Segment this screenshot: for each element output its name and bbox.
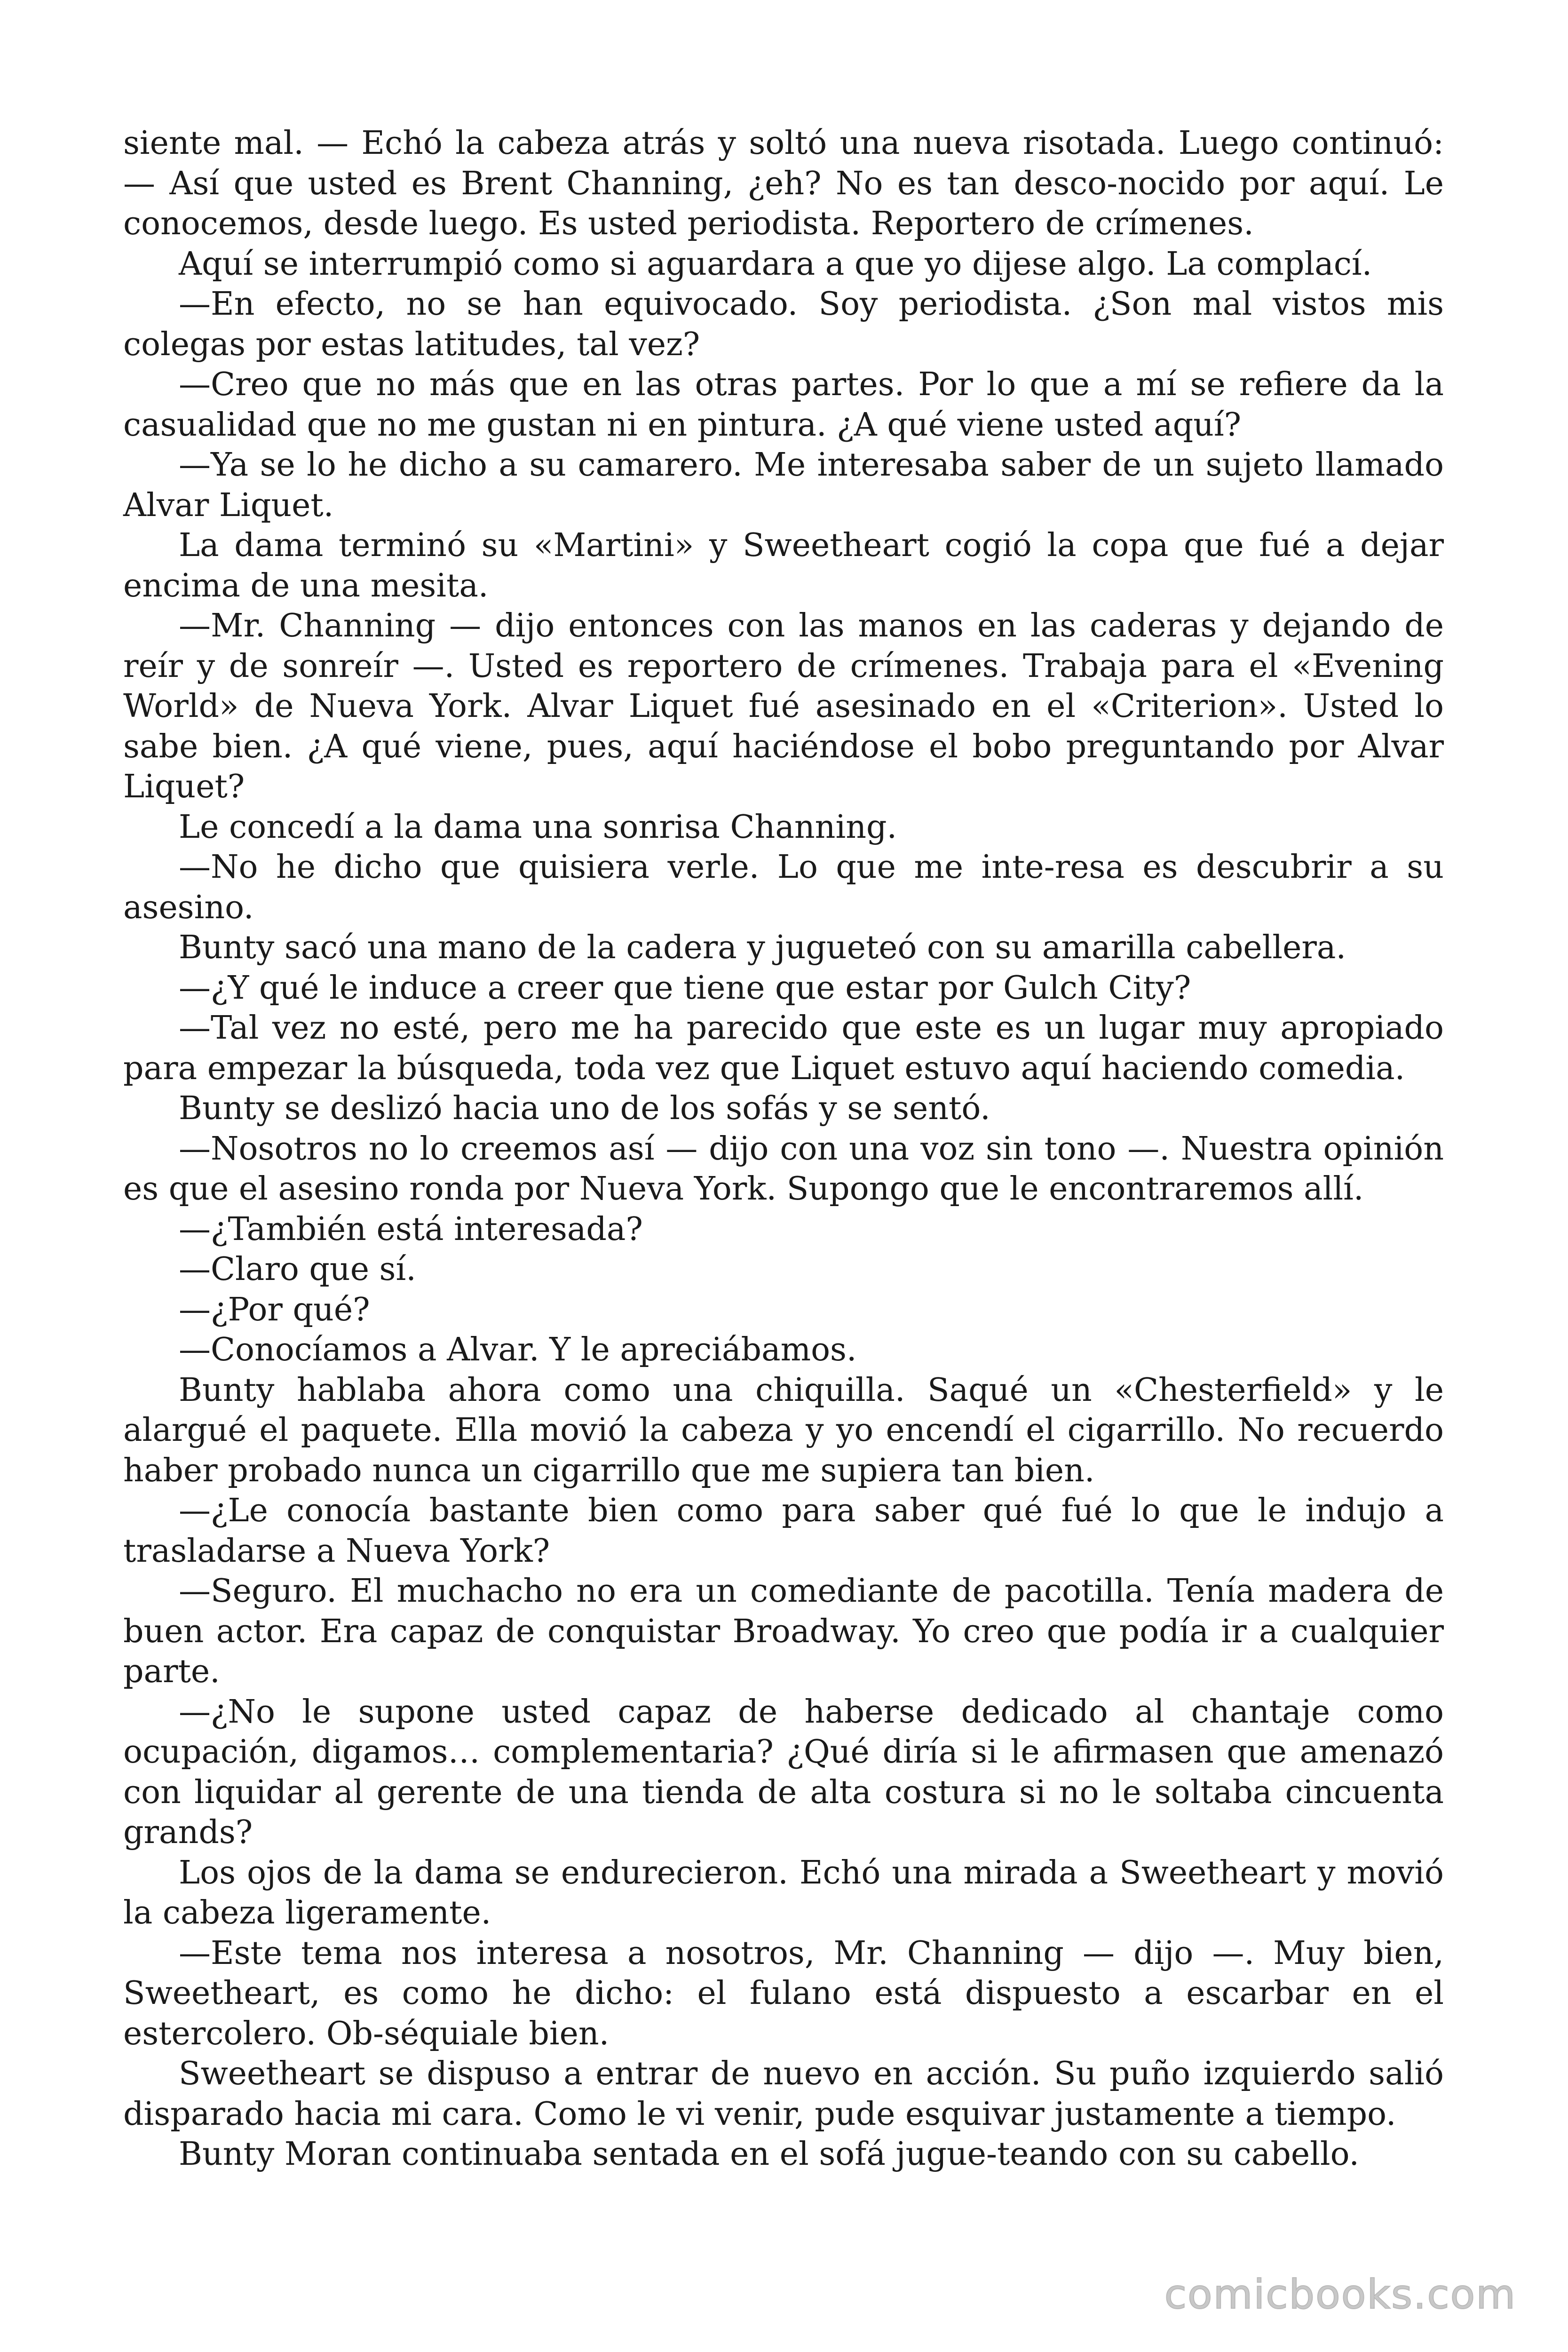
paragraph: —¿Y qué le induce a creer que tiene que estar por Gulch City? bbox=[179, 969, 1191, 1007]
paragraph: —Seguro. El muchacho no era un comediante de pacotilla. Tenía madera de buen actor. Era capaz de conquistar Broadway. Yo creo que podía ir a cualquier parte. bbox=[123, 1573, 1444, 1690]
paragraph: —Este tema nos interesa a nosotros, Mr. Channing — dijo —. Muy bien, Sweetheart, es como he dicho: el fulano está dispuesto a escarbar en el estercolero. Ob-séquiale bien. bbox=[123, 1934, 1444, 2052]
paragraph: —No he dicho que quisiera verle. Lo que me inte-resa es descubrir a su asesino. bbox=[123, 849, 1444, 926]
paragraph: La dama terminó su «Martini» y Sweetheart cogió la copa que fué a dejar encima de una mesita. bbox=[123, 527, 1444, 604]
paragraph: —Conocíamos a Alvar. Y le apreciábamos. bbox=[179, 1331, 857, 1368]
paragraph: Bunty se deslizó hacia uno de los sofás y se sentó. bbox=[179, 1090, 990, 1127]
paragraph: —¿También está interesada? bbox=[179, 1210, 643, 1248]
paragraph: —¿No le supone usted capaz de haberse dedicado al chantaje como ocupación, digamos… complementaria? ¿Qué diría si le afirmasen que amenazó con liquidar al gerente de una tienda de alta costura si no le soltaba cincuenta grands? bbox=[123, 1693, 1444, 1851]
paragraph: —Tal vez no esté, pero me ha parecido que este es un lugar muy apropiado para empezar la búsqueda, toda vez que Liquet estuvo aquí haciendo comedia. bbox=[123, 1009, 1444, 1087]
paragraph: Bunty Moran continuaba sentada en el sofá jugue-teando con su cabello. bbox=[179, 2136, 1359, 2173]
paragraph: —¿Por qué? bbox=[179, 1291, 370, 1328]
paragraph: —Ya se lo he dicho a su camarero. Me interesaba saber de un sujeto llamado Alvar Liquet. bbox=[123, 446, 1444, 524]
paragraph: —Mr. Channing — dijo entonces con las manos en las caderas y dejando de reír y de sonreír —. Usted es reportero de crímenes. Trabaja para el «Evening World» de Nueva York. Alvar Liquet fué asesinado en el «Criterion». Usted lo sabe bien. ¿A qué viene, pues, aquí haciéndose el bobo preguntando por Alvar Liquet? bbox=[123, 607, 1444, 805]
paragraph: Bunty hablaba ahora como una chiquilla. Saqué un «Chesterfield» y le alargué el paquete. Ella movió la cabeza y yo encendí el cigarrillo. No recuerdo haber probado nunca un cigarrillo que me supiera tan bien. bbox=[123, 1371, 1444, 1489]
paragraph: Los ojos de la dama se endurecieron. Echó una mirada a Sweetheart y movió la cabeza ligeramente. bbox=[123, 1854, 1444, 1931]
paragraph: —¿Le conocía bastante bien como para saber qué fué lo que le indujo a trasladarse a Nueva York? bbox=[123, 1492, 1444, 1570]
paragraph: Le concedí a la dama una sonrisa Channing. bbox=[179, 808, 897, 846]
paragraph: Sweetheart se dispuso a entrar de nuevo en acción. Su puño izquierdo salió disparado hacia mi cara. Como le vi venir, pude esquivar justamente a tiempo. bbox=[123, 2055, 1444, 2133]
book-page-text bbox=[123, 123, 1444, 2175]
paragraph: —Nosotros no lo creemos así — dijo con una voz sin tono —. Nuestra opinión es que el asesino ronda por Nueva York. Supongo que le encontraremos allí. bbox=[123, 1130, 1444, 1208]
paragraph: —En efecto, no se han equivocado. Soy periodista. ¿Son mal vistos mis colegas por estas latitudes, tal vez? bbox=[123, 286, 1444, 363]
paragraph: —Creo que no más que en las otras partes. Por lo que a mí se refiere da la casualidad que no me gustan ni en pintura. ¿A qué viene usted aquí? bbox=[123, 366, 1444, 444]
watermark-logo: comicbooks.com bbox=[1164, 2271, 1516, 2318]
paragraph: —Claro que sí. bbox=[179, 1251, 416, 1288]
paragraph: Aquí se interrumpió como si aguardara a que yo dijese algo. La complací. bbox=[179, 245, 1372, 283]
paragraph: siente mal. — Echó la cabeza atrás y soltó una nueva risotada. Luego continuó: — Así que usted es Brent Channing, ¿eh? No es tan desco-nocido por aquí. Le conocemos, desde luego. Es usted periodista. Reportero de crímenes. bbox=[123, 125, 1444, 242]
paragraph: Bunty sacó una mano de la cadera y jugueteó con su amarilla cabellera. bbox=[179, 929, 1346, 966]
